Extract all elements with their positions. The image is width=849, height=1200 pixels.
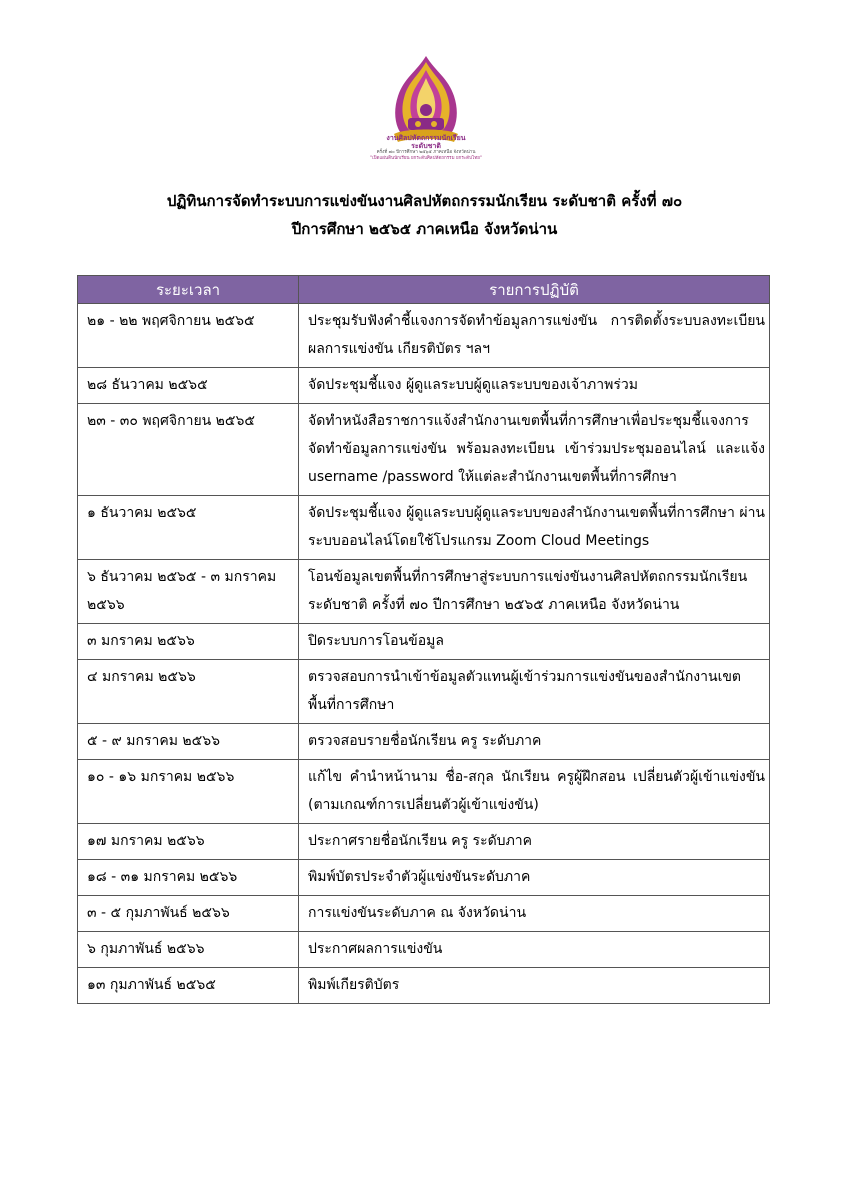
- task-cell: ประกาศผลการแข่งขัน: [299, 932, 770, 968]
- logo-line-3: ครั้งที่ ๗๐ ปีการศึกษา ๒๕๖๕ ภาคเหนือ จังหวัดน่าน: [376, 150, 476, 155]
- task-cell: ประกาศรายชื่อนักเรียน ครู ระดับภาค: [299, 824, 770, 860]
- period-cell: ๒๓ - ๓๐ พฤศจิกายน ๒๕๖๕: [78, 404, 299, 496]
- period-cell: ๑ ธันวาคม ๒๕๖๕: [78, 496, 299, 560]
- table-row: [78, 968, 770, 1004]
- logo-line-1: งานศิลปหัตถกรรมนักเรียน: [386, 134, 466, 142]
- task-cell: ประชุมรับฟังคำชี้แจงการจัดทำข้อมูลการแข่งขัน การติดตั้งระบบลงทะเบียน ผลการแข่งขัน เกียรติบัตร ฯลฯ: [299, 304, 770, 368]
- header-task: รายการปฏิบัติ: [299, 276, 770, 304]
- period-cell: ๔ มกราคม ๒๕๖๖: [78, 660, 299, 724]
- task-cell: แก้ไข คำนำหน้านาม ชื่อ-สกุล นักเรียน ครูผู้ฝึกสอน เปลี่ยนตัวผู้เข้าแข่งขัน (ตามเกณฑ์การเปลี่ยนตัวผู้เข้าแข่งขัน): [299, 760, 770, 824]
- period-cell: ๑๘ - ๓๑ มกราคม ๒๕๖๖: [78, 860, 299, 896]
- table-row: [78, 724, 770, 760]
- table-row: [78, 368, 770, 404]
- table-header-row: [78, 276, 770, 304]
- table-row: [78, 304, 770, 368]
- period-cell: ๑๓ กุมภาพันธ์ ๒๕๖๕: [78, 968, 299, 1004]
- period-cell: ๑๗ มกราคม ๒๕๖๖: [78, 824, 299, 860]
- schedule-table: [77, 275, 770, 1004]
- table-row: [78, 624, 770, 660]
- task-cell: พิมพ์บัตรประจำตัวผู้แข่งขันระดับภาค: [299, 860, 770, 896]
- period-cell: ๖ ธันวาคม ๒๕๖๕ - ๓ มกราคม ๒๕๖๖: [78, 560, 299, 624]
- table-row: [78, 660, 770, 724]
- period-cell: ๓ มกราคม ๒๕๖๖: [78, 624, 299, 660]
- logo-line-4: "เปิดแผ่นดินนักเรียน ยกระดับศิลปหัตถกรรม ยกระดับไทย": [370, 156, 482, 161]
- table-row: [78, 404, 770, 496]
- task-cell: ปิดระบบการโอนข้อมูล: [299, 624, 770, 660]
- table-row: [78, 496, 770, 560]
- page-title: ปฏิทินการจัดทำระบบการแข่งขันงานศิลปหัตถกรรมนักเรียน ระดับชาติ ครั้งที่ ๗๐: [166, 192, 683, 210]
- task-cell: โอนข้อมูลเขตพื้นที่การศึกษาสู่ระบบการแข่งขันงานศิลปหัตถกรรมนักเรียน ระดับชาติ ครั้งที่ ๗๐ ปีการศึกษา ๒๕๖๕ ภาคเหนือ จังหวัดน่าน: [299, 560, 770, 624]
- period-cell: ๒๘ ธันวาคม ๒๕๖๕: [78, 368, 299, 404]
- task-cell: พิมพ์เกียรติบัตร: [299, 968, 770, 1004]
- table-row: [78, 932, 770, 968]
- task-cell: จัดประชุมชี้แจง ผู้ดูแลระบบผู้ดูแลระบบของสำนักงานเขตพื้นที่การศึกษา ผ่านระบบออนไลน์โดยใช้โปรแกรม Zoom Cloud Meetings: [299, 496, 770, 560]
- period-cell: ๑๐ - ๑๖ มกราคม ๒๕๖๖: [78, 760, 299, 824]
- page-subtitle: ปีการศึกษา ๒๕๖๕ ภาคเหนือ จังหวัดน่าน: [291, 220, 558, 238]
- task-cell: จัดประชุมชี้แจง ผู้ดูแลระบบผู้ดูแลระบบของเจ้าภาพร่วม: [299, 368, 770, 404]
- period-cell: ๕ - ๙ มกราคม ๒๕๖๖: [78, 724, 299, 760]
- table-row: [78, 760, 770, 824]
- logo-line-2: ระดับชาติ: [411, 142, 441, 150]
- period-cell: ๓ - ๕ กุมภาพันธ์ ๒๕๖๖: [78, 896, 299, 932]
- task-cell: จัดทำหนังสือราชการแจ้งสำนักงานเขตพื้นที่การศึกษาเพื่อประชุมชี้แจงการจัดทำข้อมูลการแข่งขัน พร้อมลงทะเบียน เข้าร่วมประชุมออนไลน์ และแจ้ง username /password ให้แต่ละสำนักงานเขตพื้นที่การศึกษา: [299, 404, 770, 496]
- table-row: [78, 824, 770, 860]
- task-cell: ตรวจสอบรายชื่อนักเรียน ครู ระดับภาค: [299, 724, 770, 760]
- table-row: [78, 896, 770, 932]
- table-row: [78, 860, 770, 896]
- header-period: ระยะเวลา: [78, 276, 299, 304]
- task-cell: ตรวจสอบการนำเข้าข้อมูลตัวแทนผู้เข้าร่วมการแข่งขันของสำนักงานเขตพื้นที่การศึกษา: [299, 660, 770, 724]
- period-cell: ๖ กุมภาพันธ์ ๒๕๖๖: [78, 932, 299, 968]
- period-cell: ๒๑ - ๒๒ พฤศจิกายน ๒๕๖๕: [78, 304, 299, 368]
- event-emblem-icon: [384, 52, 468, 184]
- table-row: [78, 560, 770, 624]
- task-cell: การแข่งขันระดับภาค ณ จังหวัดน่าน: [299, 896, 770, 932]
